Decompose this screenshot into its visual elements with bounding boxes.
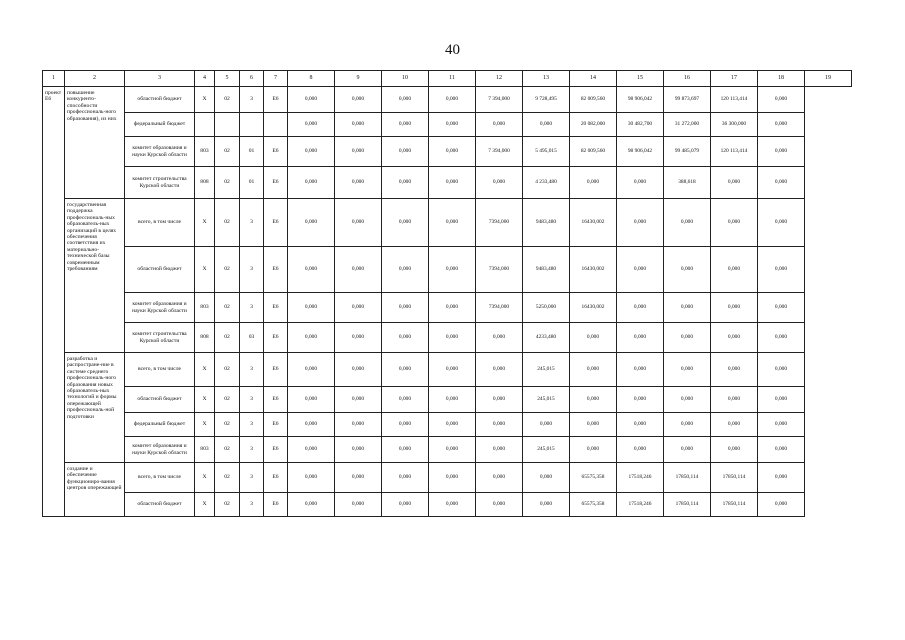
header-cell-13: 13 [523, 71, 570, 87]
code-cell: 3 [240, 247, 264, 293]
table-row [43, 137, 852, 167]
value-cell: 0,000 [288, 353, 335, 387]
value-cell: 0,000 [758, 387, 805, 413]
value-cell: 0,000 [711, 167, 758, 199]
value-cell: 0,000 [664, 199, 711, 247]
value-cell: 0,000 [617, 167, 664, 199]
value-cell: 388,618 [664, 167, 711, 199]
value-cell: 0,000 [523, 413, 570, 437]
value-cell: 0,000 [335, 353, 382, 387]
value-cell: 0,000 [288, 293, 335, 323]
activity-description: создание и обеспечение функциониро-вания центров опережающей [65, 463, 125, 517]
value-cell: 0,000 [711, 413, 758, 437]
value-cell: 0,000 [288, 113, 335, 137]
value-cell: 5250,000 [523, 293, 570, 323]
value-cell: 0,000 [758, 199, 805, 247]
code-cell: 3 [240, 463, 264, 493]
code-cell: Х [195, 87, 215, 113]
value-cell: 17850,114 [664, 463, 711, 493]
value-cell: 0,000 [382, 293, 429, 323]
code-cell: 3 [240, 493, 264, 517]
value-cell: 4 233,480 [523, 167, 570, 199]
code-cell: 3 [240, 437, 264, 463]
table-row [43, 113, 852, 137]
value-cell: 7394,000 [476, 247, 523, 293]
table-row [43, 167, 852, 199]
value-cell: 7 394,000 [476, 137, 523, 167]
value-cell: 0,000 [758, 413, 805, 437]
value-cell: 0,000 [382, 493, 429, 517]
value-cell: 65575,358 [570, 463, 617, 493]
value-cell: 120 113,414 [711, 137, 758, 167]
value-cell: 31 272,000 [664, 113, 711, 137]
value-cell: 0,000 [335, 493, 382, 517]
header-cell-3: 3 [125, 71, 195, 87]
value-cell: 0,000 [382, 323, 429, 353]
value-cell: 0,000 [570, 323, 617, 353]
code-cell: 02 [215, 199, 240, 247]
header-cell-2: 2 [65, 71, 125, 87]
code-cell: Е6 [264, 353, 288, 387]
value-cell: 5 495,015 [523, 137, 570, 167]
value-cell: 0,000 [617, 437, 664, 463]
table-row [43, 387, 852, 413]
budget-table [42, 70, 852, 517]
value-cell: 20 082,000 [570, 113, 617, 137]
value-cell: 0,000 [288, 413, 335, 437]
code-cell: 02 [215, 493, 240, 517]
value-cell: 0,000 [429, 437, 476, 463]
header-cell-12: 12 [476, 71, 523, 87]
value-cell: 0,000 [382, 413, 429, 437]
value-cell: 0,000 [335, 113, 382, 137]
code-cell: 803 [195, 293, 215, 323]
value-cell: 0,000 [382, 247, 429, 293]
value-cell: 0,000 [429, 199, 476, 247]
value-cell: 98 906,042 [617, 137, 664, 167]
value-cell: 0,000 [335, 199, 382, 247]
value-cell: 0,000 [758, 113, 805, 137]
code-cell: 3 [240, 353, 264, 387]
value-cell: 0,000 [335, 323, 382, 353]
value-cell: 0,000 [288, 437, 335, 463]
code-cell: 02 [215, 247, 240, 293]
value-cell: 0,000 [758, 167, 805, 199]
value-cell: 0,000 [429, 493, 476, 517]
code-cell: 808 [195, 323, 215, 353]
value-cell: 0,000 [288, 167, 335, 199]
code-cell: Е6 [264, 293, 288, 323]
code-cell [215, 113, 240, 137]
code-cell [264, 113, 288, 137]
value-cell: 0,000 [523, 463, 570, 493]
value-cell: 0,000 [335, 87, 382, 113]
code-cell: Е6 [264, 199, 288, 247]
header-cell-19: 19 [805, 71, 852, 87]
value-cell: 0,000 [711, 199, 758, 247]
value-cell: 16430,002 [570, 293, 617, 323]
code-cell: Е6 [264, 387, 288, 413]
code-cell: 808 [195, 167, 215, 199]
value-cell: 0,000 [476, 493, 523, 517]
value-cell: 0,000 [758, 353, 805, 387]
funding-source: всего, в том числе [125, 353, 195, 387]
value-cell: 0,000 [429, 87, 476, 113]
value-cell: 0,000 [758, 293, 805, 323]
value-cell: 17850,114 [664, 493, 711, 517]
value-cell: 0,000 [429, 387, 476, 413]
code-cell: 3 [240, 413, 264, 437]
value-cell: 0,000 [288, 463, 335, 493]
value-cell: 17850,114 [711, 493, 758, 517]
code-cell: 02 [215, 323, 240, 353]
value-cell: 0,000 [711, 323, 758, 353]
table-row [43, 199, 852, 247]
value-cell: 0,000 [288, 87, 335, 113]
value-cell: 0,000 [335, 387, 382, 413]
value-cell: 0,000 [476, 353, 523, 387]
code-cell: Е6 [264, 87, 288, 113]
code-cell: 02 [215, 137, 240, 167]
value-cell: 0,000 [429, 247, 476, 293]
value-cell: 7394,000 [476, 293, 523, 323]
funding-source: областной бюджет [125, 387, 195, 413]
header-cell-17: 17 [711, 71, 758, 87]
header-cell-14: 14 [570, 71, 617, 87]
value-cell: 0,000 [429, 413, 476, 437]
value-cell: 0,000 [429, 293, 476, 323]
value-cell: 36 300,000 [711, 113, 758, 137]
value-cell: 0,000 [523, 493, 570, 517]
value-cell: 0,000 [664, 247, 711, 293]
value-cell: 0,000 [664, 437, 711, 463]
value-cell: 0,000 [664, 413, 711, 437]
code-cell: 03 [240, 323, 264, 353]
code-cell: Е6 [264, 137, 288, 167]
code-cell: Х [195, 493, 215, 517]
code-cell: Е6 [264, 437, 288, 463]
value-cell: 9483,480 [523, 247, 570, 293]
code-cell: Х [195, 247, 215, 293]
value-cell: 9 728,495 [523, 87, 570, 113]
value-cell: 0,000 [429, 463, 476, 493]
value-cell: 0,000 [570, 353, 617, 387]
code-cell: Х [195, 413, 215, 437]
value-cell: 0,000 [617, 293, 664, 323]
value-cell: 0,000 [476, 387, 523, 413]
header-cell-8: 8 [288, 71, 335, 87]
value-cell: 0,000 [711, 293, 758, 323]
value-cell: 0,000 [758, 323, 805, 353]
value-cell: 0,000 [711, 247, 758, 293]
value-cell: 0,000 [335, 437, 382, 463]
value-cell: 82 009,560 [570, 137, 617, 167]
value-cell: 0,000 [476, 437, 523, 463]
value-cell: 7394,000 [476, 199, 523, 247]
code-cell: 3 [240, 293, 264, 323]
value-cell: 0,000 [476, 413, 523, 437]
value-cell: 7 394,000 [476, 87, 523, 113]
code-cell: 02 [215, 293, 240, 323]
code-cell: 02 [215, 353, 240, 387]
value-cell: 0,000 [335, 247, 382, 293]
code-cell: 02 [215, 463, 240, 493]
code-cell: 02 [215, 387, 240, 413]
code-cell: Х [195, 387, 215, 413]
table-row [43, 493, 852, 517]
funding-source: федеральный бюджет [125, 413, 195, 437]
value-cell: 0,000 [570, 167, 617, 199]
value-cell: 0,000 [570, 387, 617, 413]
value-cell: 0,000 [335, 413, 382, 437]
value-cell: 245,015 [523, 387, 570, 413]
value-cell: 0,000 [617, 413, 664, 437]
activity-description: разработка и распростране-ние в системе среднего профессиональ-ного образования новых образователь-ных технологий и формы опережающей профессиональ-ной подготовки [65, 353, 125, 463]
value-cell: 99 873,697 [664, 87, 711, 113]
value-cell: 0,000 [382, 353, 429, 387]
table-row [43, 293, 852, 323]
value-cell: 0,000 [617, 199, 664, 247]
header-cell-9: 9 [335, 71, 382, 87]
value-cell: 0,000 [382, 199, 429, 247]
value-cell: 0,000 [288, 199, 335, 247]
funding-source: комитет образования и науки Курской области [125, 293, 195, 323]
value-cell: 0,000 [429, 113, 476, 137]
value-cell: 0,000 [382, 437, 429, 463]
header-row [43, 71, 852, 87]
code-cell: Е6 [264, 167, 288, 199]
value-cell: 0,000 [382, 167, 429, 199]
header-cell-16: 16 [664, 71, 711, 87]
value-cell: 0,000 [429, 167, 476, 199]
value-cell: 17850,114 [711, 463, 758, 493]
code-cell: Е6 [264, 413, 288, 437]
value-cell: 9483,480 [523, 199, 570, 247]
value-cell: 0,000 [429, 353, 476, 387]
funding-source: всего, в том числе [125, 199, 195, 247]
code-cell: 02 [215, 167, 240, 199]
funding-source: комитет образования и науки Курской области [125, 437, 195, 463]
page-number: 40 [445, 42, 460, 58]
value-cell: 0,000 [476, 167, 523, 199]
activity-description: повышение конкуренто-способности профессиональ-ного образования), из них [65, 87, 125, 199]
code-cell: Х [195, 199, 215, 247]
code-cell: 02 [215, 413, 240, 437]
value-cell: 0,000 [476, 323, 523, 353]
value-cell: 0,000 [758, 87, 805, 113]
project-label: проект Е6 [43, 87, 65, 517]
value-cell: 0,000 [758, 247, 805, 293]
funding-source: областной бюджет [125, 247, 195, 293]
code-cell: 01 [240, 167, 264, 199]
value-cell: 0,000 [758, 137, 805, 167]
value-cell: 16430,002 [570, 247, 617, 293]
code-cell: 803 [195, 437, 215, 463]
value-cell: 0,000 [429, 137, 476, 167]
value-cell: 0,000 [758, 437, 805, 463]
value-cell: 0,000 [523, 113, 570, 137]
table-row [43, 323, 852, 353]
value-cell: 245,015 [523, 437, 570, 463]
funding-source: комитет строительства Курской области [125, 323, 195, 353]
value-cell: 0,000 [335, 293, 382, 323]
value-cell: 98 906,042 [617, 87, 664, 113]
code-cell: 3 [240, 87, 264, 113]
code-cell: 3 [240, 387, 264, 413]
value-cell: 0,000 [758, 463, 805, 493]
code-cell: Е6 [264, 493, 288, 517]
value-cell: 0,000 [382, 463, 429, 493]
value-cell: 0,000 [288, 323, 335, 353]
value-cell: 0,000 [288, 493, 335, 517]
value-cell: 120 113,414 [711, 87, 758, 113]
value-cell: 0,000 [476, 113, 523, 137]
value-cell: 0,000 [335, 463, 382, 493]
code-cell: 803 [195, 137, 215, 167]
value-cell: 82 009,560 [570, 87, 617, 113]
value-cell: 0,000 [617, 353, 664, 387]
value-cell: 30 482,700 [617, 113, 664, 137]
funding-source: федеральный бюджет [125, 113, 195, 137]
code-cell [240, 113, 264, 137]
value-cell: 0,000 [617, 387, 664, 413]
value-cell: 99 485,079 [664, 137, 711, 167]
value-cell: 0,000 [382, 87, 429, 113]
table-row [43, 437, 852, 463]
value-cell: 0,000 [664, 323, 711, 353]
header-cell-1: 1 [43, 71, 65, 87]
value-cell: 0,000 [664, 293, 711, 323]
code-cell: Х [195, 463, 215, 493]
funding-source: комитет строительства Курской области [125, 167, 195, 199]
value-cell: 245,015 [523, 353, 570, 387]
code-cell: 02 [215, 437, 240, 463]
header-cell-10: 10 [382, 71, 429, 87]
value-cell: 0,000 [288, 137, 335, 167]
value-cell: 0,000 [711, 387, 758, 413]
header-cell-15: 15 [617, 71, 664, 87]
value-cell: 0,000 [335, 167, 382, 199]
value-cell: 65575,358 [570, 493, 617, 517]
value-cell: 0,000 [664, 353, 711, 387]
value-cell: 0,000 [758, 493, 805, 517]
value-cell: 0,000 [335, 137, 382, 167]
value-cell: 0,000 [711, 437, 758, 463]
value-cell: 0,000 [288, 387, 335, 413]
code-cell [195, 113, 215, 137]
table-row [43, 87, 852, 113]
header-cell-7: 7 [264, 71, 288, 87]
value-cell: 0,000 [570, 413, 617, 437]
activity-description: государственная поддержка профессиональ-ных образователь-ных организаций в целях обеспечения соответствия их материально-технической базы современным требованиям [65, 199, 125, 353]
table-row [43, 413, 852, 437]
header-cell-5: 5 [215, 71, 240, 87]
table-row [43, 463, 852, 493]
value-cell: 0,000 [617, 323, 664, 353]
funding-source: комитет образования и науки Курской области [125, 137, 195, 167]
value-cell: 0,000 [382, 113, 429, 137]
value-cell: 4233,480 [523, 323, 570, 353]
value-cell: 0,000 [617, 247, 664, 293]
header-cell-4: 4 [195, 71, 215, 87]
value-cell: 0,000 [288, 247, 335, 293]
value-cell: 0,000 [711, 353, 758, 387]
value-cell: 0,000 [570, 437, 617, 463]
funding-source: областной бюджет [125, 493, 195, 517]
code-cell: Х [195, 353, 215, 387]
table-row [43, 353, 852, 387]
header-cell-18: 18 [758, 71, 805, 87]
value-cell: 0,000 [382, 387, 429, 413]
value-cell: 0,000 [664, 387, 711, 413]
code-cell: Е6 [264, 463, 288, 493]
value-cell: 17518,246 [617, 463, 664, 493]
value-cell: 16430,002 [570, 199, 617, 247]
funding-source: всего, в том числе [125, 463, 195, 493]
code-cell: Е6 [264, 323, 288, 353]
value-cell: 0,000 [476, 463, 523, 493]
code-cell: 01 [240, 137, 264, 167]
code-cell: 3 [240, 199, 264, 247]
header-cell-6: 6 [240, 71, 264, 87]
value-cell: 17518,246 [617, 493, 664, 517]
value-cell: 0,000 [382, 137, 429, 167]
funding-source: областной бюджет [125, 87, 195, 113]
code-cell: 02 [215, 87, 240, 113]
header-cell-11: 11 [429, 71, 476, 87]
value-cell: 0,000 [429, 323, 476, 353]
table-row [43, 247, 852, 293]
code-cell: Е6 [264, 247, 288, 293]
